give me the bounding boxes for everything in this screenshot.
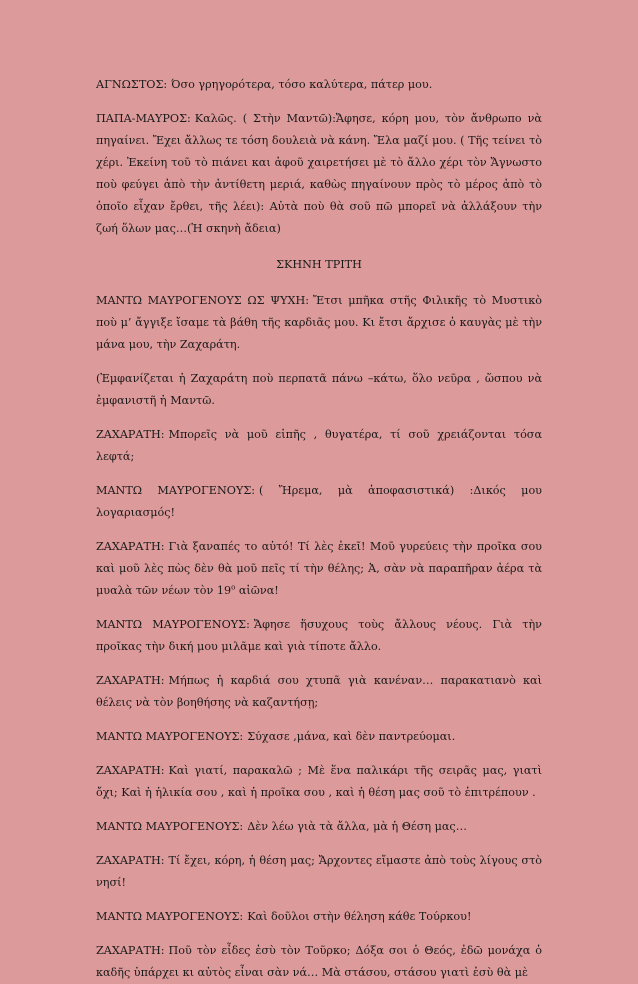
dialogue-paragraph bbox=[96, 940, 542, 984]
dialogue-paragraph bbox=[96, 670, 542, 714]
dialogue-text: Τί ἔχει, κόρη, ἡ θέση μας; Ἄρχοντες εἴμαστε ἀπὸ τοὺς λίγους στὸ νησί! bbox=[96, 854, 542, 889]
dialogue-text: Ἔτσι μπῆκα στῆς Φιλικῆς τὸ Μυστικὸ ποὺ μ’ ἄγγιξε ἴσαμε τὰ βάθη τῆς καρδιᾶς μου. Κι ἔτσι ἄρχισε ὁ καυγὰς μὲ τὴν μάνα μου, τὴν Ζαχαράτη. bbox=[96, 294, 542, 351]
speaker-label: ΖΑΧΑΡΑΤΗ: bbox=[96, 428, 165, 441]
dialogue-paragraph bbox=[96, 614, 542, 658]
speaker-label: ΜΑΝΤΩ ΜΑΥΡΟΓΕΝΟΥΣ ΩΣ ΨΥΧΗ: bbox=[96, 294, 309, 307]
speaker-label: ΠΑΠΑ-ΜΑΥΡΟΣ: bbox=[96, 112, 191, 125]
dialogue-paragraph bbox=[96, 74, 542, 96]
speaker-label: ΜΑΝΤΩ ΜΑΥΡΟΓΕΝΟΥΣ: bbox=[96, 730, 244, 743]
speaker-label: ΜΑΝΤΩ ΜΑΥΡΟΓΕΝΟΥΣ: bbox=[96, 820, 244, 833]
dialogue-text: Μπορεῖς νὰ μοῦ εἰπῆς , θυγατέρα, τί σοῦ χρειάζονται τόσα λεφτά; bbox=[96, 428, 542, 463]
dialogue-paragraph bbox=[96, 850, 542, 894]
dialogue-paragraph bbox=[96, 480, 542, 524]
dialogue-paragraph bbox=[96, 108, 542, 240]
speaker-label: ΖΑΧΑΡΑΤΗ: bbox=[96, 674, 165, 687]
stage-direction bbox=[96, 368, 542, 412]
dialogue-text: Γιὰ ξαναπές το αὐτό! Τί λὲς ἐκεῖ! Μοῦ γυρεύεις τὴν προῖκα σου καὶ μοῦ λὲς πὼς δὲν θὰ μοῦ πεῖς τί τὴν θέλης; Ἀ, σὰν νὰ παραπῆραν ἀέρα τὰ μυαλὰ τῶν νέων τὸν 19 bbox=[96, 540, 542, 597]
dialogue-paragraph bbox=[96, 760, 542, 804]
dialogue-text: Καὶ γιατί, παρακαλῶ ; Μὲ ἕνα παλικάρι τῆς σειρᾶς μας, γιατὶ ὄχι; Καὶ ἡ ἡλικία σου , καὶ ἡ προῖκα σου , καὶ ἡ θέση μας σοῦ τὸ ἐπιτρέπουν . bbox=[96, 764, 542, 799]
dialogue-text: Σύχασε ,μάνα, καὶ δὲν παντρεύομαι. bbox=[247, 730, 456, 743]
dialogue-text-tail: αἰῶνα! bbox=[235, 584, 279, 597]
speaker-label: ΖΑΧΑΡΑΤΗ: bbox=[96, 540, 165, 553]
scene-heading: ΣΚΗΝΗ ΤΡΙΤΗ bbox=[276, 258, 362, 271]
dialogue-text: Καλῶς. ( Στὴν Μαντῶ):Ἄφησε, κόρη μου, τὸν ἄνθρωπο νὰ πηγαίνει. Ἔχει ἄλλως τε τόση δουλειὰ νὰ κάνη. Ἔλα μαζί μου. ( Τῆς τείνει τὸ χέρι. Ἐκείνη τοῦ τὸ πιάνει και ἀφοῦ χαιρετήσει μὲ τὸ ἄλλο χέρι τὸν Ἄγνωστο ποὺ φεύγει ἀπὸ τὴν ἀντίθετη μεριά, καθὼς πηγαίνουν πρὸς τὸ μέρος ἀπὸ τὸ ὁποῖο εἶχαν ἔρθει, τῆς λέει): Αὐτὰ ποὺ θὰ σοῦ πῶ μπορεῖ νὰ ἀλλάξουν τὴν ζωή ὅλων μας…(Ἡ σκηνὴ ἄδεια) bbox=[96, 112, 542, 235]
dialogue-text: Ποῦ τὸν εἶδες ἐσὺ τὸν Τοῦρκο; Δόξα σοι ὁ Θεός, ἐδῶ μονάχα ὁ καδῆς ὑπάρχει κι αὐτὸς εἶναι σὰν νά… Μὰ στάσου, στάσου γιατὶ ἐσὺ θὰ μὲ bbox=[96, 944, 542, 979]
dialogue-paragraph bbox=[96, 290, 542, 356]
dialogue-text: Όσο γρηγορότερα, τόσο καλύτερα, πάτερ μου. bbox=[171, 78, 433, 91]
dialogue-paragraph bbox=[96, 536, 542, 602]
dialogue-text: Μήπως ἡ καρδιά σου χτυπᾶ γιὰ κανέναν… παρακατιανὸ καὶ θέλεις νὰ τὸν βοηθήσης νὰ καζαντήσῃ; bbox=[96, 674, 542, 709]
superscript-ordinal: ο bbox=[231, 583, 236, 592]
dialogue-text: Δὲν λέω γιὰ τὰ ἄλλα, μὰ ἡ Θέση μας… bbox=[247, 820, 467, 833]
speaker-label: ΑΓΝΩΣΤΟΣ: bbox=[96, 78, 168, 91]
speaker-label: ΖΑΧΑΡΑΤΗ: bbox=[96, 944, 165, 957]
speaker-label: ΜΑΝΤΩ ΜΑΥΡΟΓΕΝΟΥΣ: bbox=[96, 484, 256, 497]
speaker-label: ΖΑΧΑΡΑΤΗ: bbox=[96, 764, 165, 777]
dialogue-text: ( Ἤρεμα, μὰ ἀποφασιστικά) :Δικός μου λογαριασμός! bbox=[96, 484, 542, 519]
speaker-label: ΖΑΧΑΡΑΤΗ: bbox=[96, 854, 165, 867]
dialogue-paragraph bbox=[96, 424, 542, 468]
dialogue-text: Ἄφησε ἥσυχους τοὺς ἄλλους νέους. Γιὰ τὴν προῖκας τὴν δική μου μιλᾶμε καὶ γιὰ τίποτε ἄλλο. bbox=[96, 618, 542, 653]
stage-direction-text: (Ἐμφανίζεται ἡ Ζαχαράτη ποὺ περπατᾶ πάνω –κάτω, ὅλο νεῦρα , ὥσπου νὰ ἐμφανιστῆ ἡ Μαντῶ. bbox=[96, 372, 542, 407]
dialogue-paragraph bbox=[96, 726, 542, 748]
speaker-label: ΜΑΝΤΩ ΜΑΥΡΟΓΕΝΟΥΣ: bbox=[96, 910, 244, 923]
speaker-label: ΜΑΝΤΩ ΜΑΥΡΟΓΕΝΟΥΣ: bbox=[96, 618, 250, 631]
dialogue-paragraph bbox=[96, 816, 542, 838]
dialogue-text: Καὶ δοῦλοι στὴν θέληση κάθε Τούρκου! bbox=[247, 910, 472, 923]
dialogue-paragraph bbox=[96, 906, 542, 928]
